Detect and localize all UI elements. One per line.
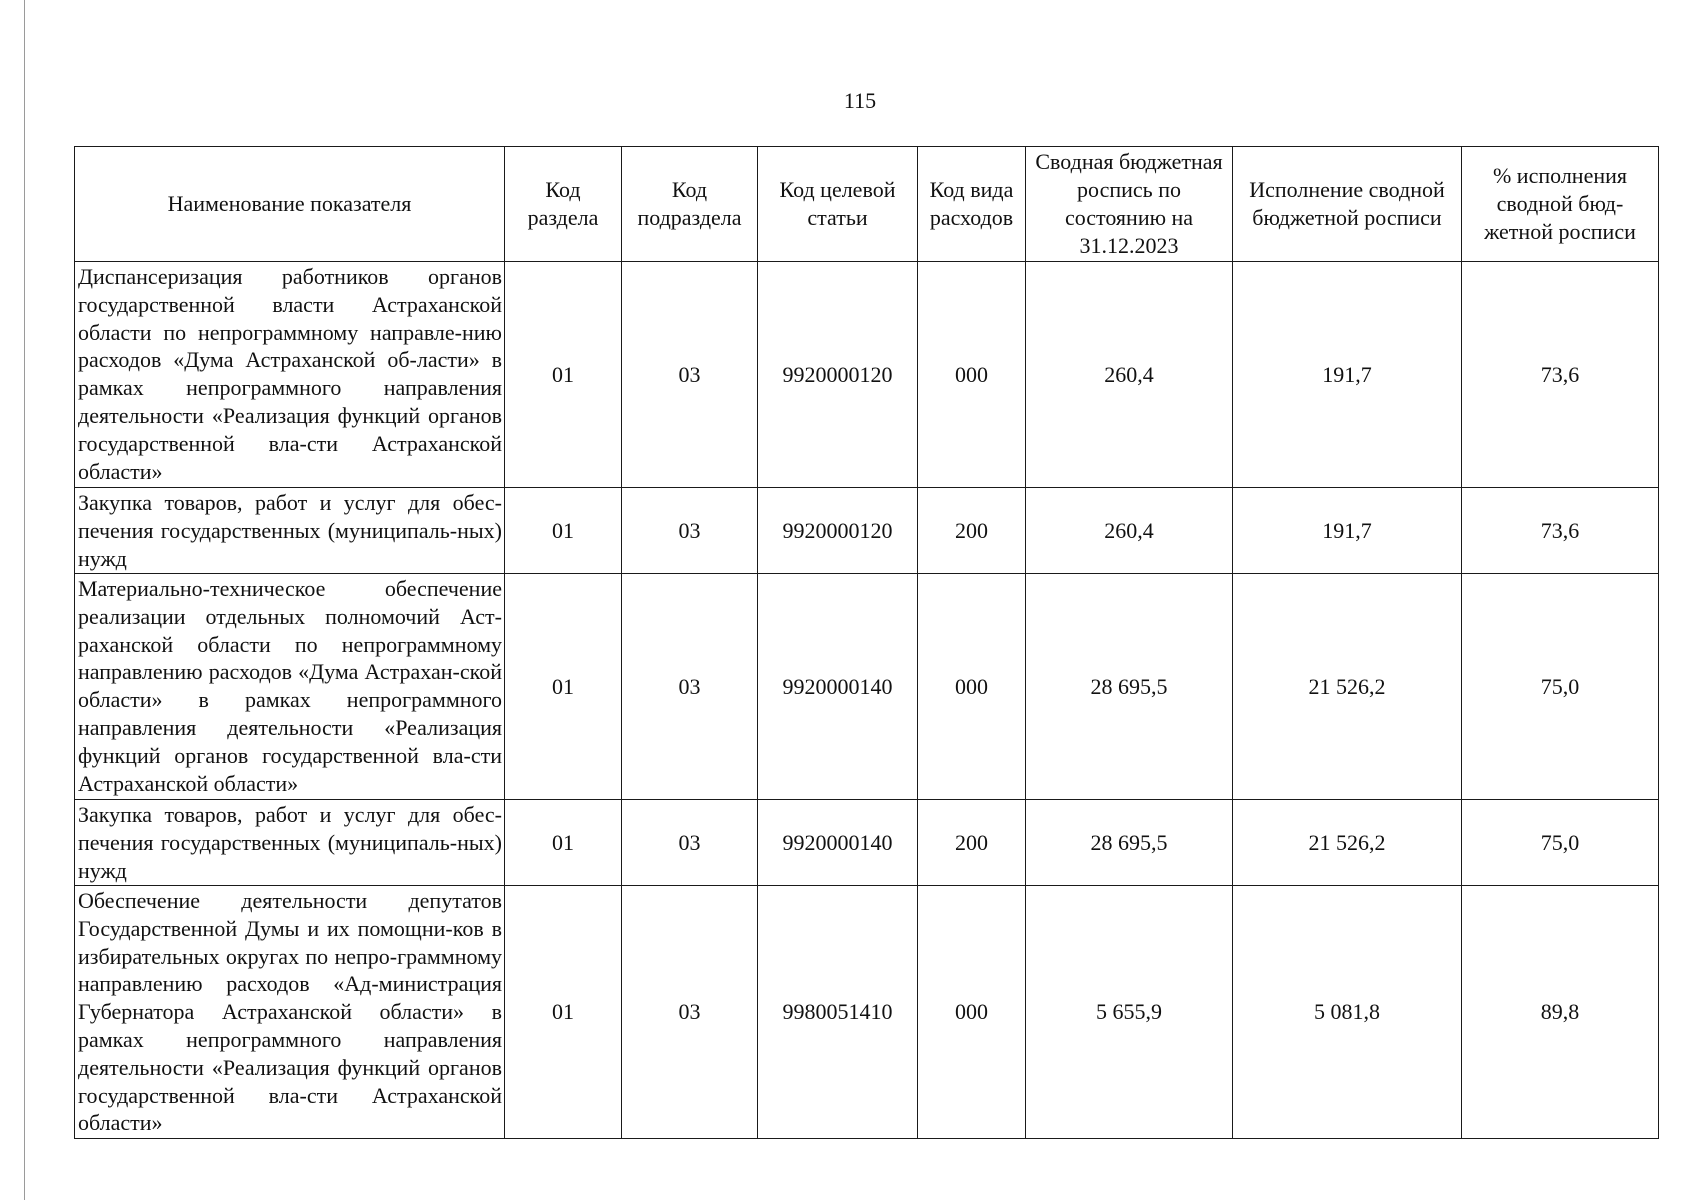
table-row (75, 262, 1659, 488)
cell-budget-list: 28 695,5 (1026, 800, 1233, 886)
cell-subsection-code: 03 (622, 800, 758, 886)
cell-execution: 191,7 (1233, 488, 1462, 574)
cell-name: Закупка товаров, работ и услуг для обес-печения государственных (муниципаль-ных) нужд (75, 488, 505, 574)
table-row (75, 574, 1659, 800)
cell-subsection-code: 03 (622, 488, 758, 574)
cell-name: Материально-техническое обеспечение реализации отдельных полномочий Аст-раханской области по непрограммному направлению расходов «Дума Астрахан-ской области» в рамках непрограммного направления деятельности «Реализация функций органов государственной вла-сти Астраханской области» (75, 574, 505, 800)
page-number: 115 (843, 88, 877, 113)
header-expense-type-code: Код вида расходов (918, 147, 1026, 262)
cell-execution: 21 526,2 (1233, 800, 1462, 886)
budget-table (74, 146, 1659, 1139)
cell-subsection-code: 03 (622, 262, 758, 488)
cell-execution: 21 526,2 (1233, 574, 1462, 800)
cell-section-code: 01 (505, 800, 622, 886)
cell-target-item-code: 9920000120 (758, 488, 918, 574)
cell-section-code: 01 (505, 886, 622, 1139)
header-execution: Исполнение сводной бюджетной росписи (1233, 147, 1462, 262)
cell-expense-type-code: 000 (918, 574, 1026, 800)
cell-name: Обеспечение деятельности депутатов Государственной Думы и их помощни-ков в избирательных округах по непро-граммному направлению расходов «Ад-министрация Губернатора Астраханской области» в рамках непрограммного направления деятельности «Реализация функций органов государственной вла-сти Астраханской области» (75, 886, 505, 1139)
header-section-code: Код раздела (505, 147, 622, 262)
cell-target-item-code: 9920000120 (758, 262, 918, 488)
cell-section-code: 01 (505, 574, 622, 800)
cell-percent: 75,0 (1462, 800, 1659, 886)
cell-percent: 73,6 (1462, 262, 1659, 488)
cell-target-item-code: 9980051410 (758, 886, 918, 1139)
table-header-row (75, 147, 1659, 262)
table-row (75, 886, 1659, 1139)
cell-budget-list: 260,4 (1026, 262, 1233, 488)
header-target-item-code: Код целевой статьи (758, 147, 918, 262)
cell-budget-list: 28 695,5 (1026, 574, 1233, 800)
header-subsection-code: Код подраздела (622, 147, 758, 262)
header-budget-list: Сводная бюджетная роспись по состоянию на 31.12.2023 (1026, 147, 1233, 262)
cell-execution: 191,7 (1233, 262, 1462, 488)
cell-budget-list: 260,4 (1026, 488, 1233, 574)
cell-expense-type-code: 000 (918, 886, 1026, 1139)
cell-section-code: 01 (505, 488, 622, 574)
table-row (75, 488, 1659, 574)
cell-target-item-code: 9920000140 (758, 574, 918, 800)
cell-budget-list: 5 655,9 (1026, 886, 1233, 1139)
table-row (75, 800, 1659, 886)
cell-subsection-code: 03 (622, 886, 758, 1139)
cell-expense-type-code: 200 (918, 488, 1026, 574)
cell-expense-type-code: 000 (918, 262, 1026, 488)
cell-section-code: 01 (505, 262, 622, 488)
cell-target-item-code: 9920000140 (758, 800, 918, 886)
cell-expense-type-code: 200 (918, 800, 1026, 886)
cell-name: Диспансеризация работников органов государственной власти Астраханской области по непрограммному направле-нию расходов «Дума Астраханской об-ласти» в рамках непрограммного направления деятельности «Реализация функций органов государственной вла-сти Астраханской области» (75, 262, 505, 488)
cell-percent: 73,6 (1462, 488, 1659, 574)
header-percent: % исполнения сводной бюд-жетной росписи (1462, 147, 1659, 262)
cell-subsection-code: 03 (622, 574, 758, 800)
header-name: Наименование показателя (75, 147, 505, 262)
cell-percent: 89,8 (1462, 886, 1659, 1139)
scan-edge-line (24, 0, 25, 1200)
cell-percent: 75,0 (1462, 574, 1659, 800)
cell-execution: 5 081,8 (1233, 886, 1462, 1139)
cell-name: Закупка товаров, работ и услуг для обес-печения государственных (муниципаль-ных) нужд (75, 800, 505, 886)
